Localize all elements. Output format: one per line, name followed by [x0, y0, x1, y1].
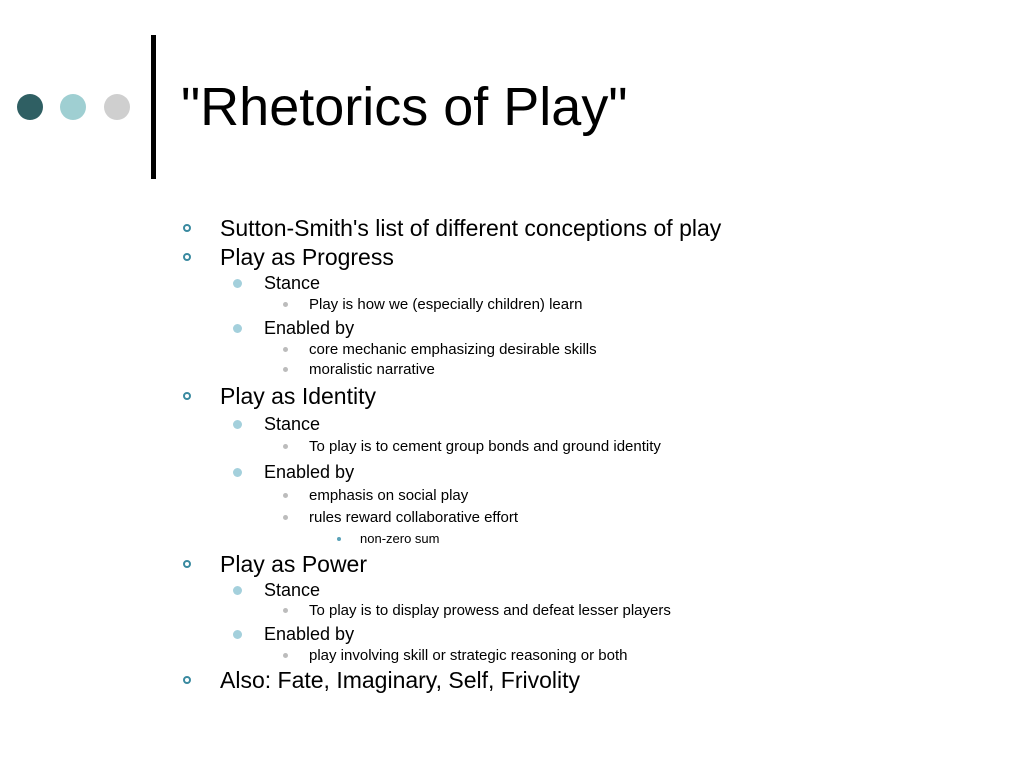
bullet-marker-level-2 [233, 468, 242, 477]
bullet-text-level-4: non-zero sum [360, 531, 440, 546]
bullet-marker-level-1 [183, 560, 191, 568]
bullet-marker-level-2 [233, 324, 242, 333]
bullet-marker-level-3 [283, 444, 288, 449]
bullet-text-level-3: moralistic narrative [309, 361, 435, 378]
bullet-text-level-3: rules reward collaborative effort [309, 509, 518, 526]
bullet-marker-level-2 [233, 586, 242, 595]
bullet-marker-level-1 [183, 392, 191, 400]
bullet-marker-level-3 [283, 493, 288, 498]
bullet-text-level-2: Stance [264, 580, 321, 600]
bullet-text-level-1: Play as Identity [220, 383, 376, 409]
bullet-marker-level-3 [283, 347, 288, 352]
bullet-text-level-2: Stance [264, 414, 321, 434]
bullet-text-level-1: Also: Fate, Imaginary, Self, Frivolity [220, 667, 581, 693]
bullet-marker-level-4 [337, 537, 341, 541]
bullet-marker-level-3 [283, 515, 288, 520]
bullet-text-level-1: Sutton-Smith's list of different conceptions of play [220, 215, 722, 241]
bullet-text-level-3: play involving skill or strategic reasoning or both [309, 647, 628, 664]
bullet-marker-level-1 [183, 676, 191, 684]
bullet-text-level-3: To play is to cement group bonds and ground identity [309, 438, 661, 455]
bullet-text-level-1: Play as Progress [220, 244, 394, 270]
bullet-marker-level-1 [183, 253, 191, 261]
bullet-text-level-2: Enabled by [264, 318, 355, 338]
bullet-marker-level-2 [233, 420, 242, 429]
bullet-text-level-2: Stance [264, 273, 321, 293]
bullet-text-level-3: emphasis on social play [309, 487, 469, 504]
bullet-marker-level-3 [283, 367, 288, 372]
bullet-text-level-2: Enabled by [264, 462, 355, 482]
bullet-marker-level-2 [233, 279, 242, 288]
bullet-marker-level-1 [183, 224, 191, 232]
bullet-marker-level-3 [283, 653, 288, 658]
bullet-text-level-3: To play is to display prowess and defeat lesser players [309, 602, 671, 619]
bullet-text-level-3: core mechanic emphasizing desirable skills [309, 341, 597, 358]
bullet-text-level-3: Play is how we (especially children) learn [309, 296, 583, 313]
bullet-marker-level-2 [233, 630, 242, 639]
bullet-marker-level-3 [283, 608, 288, 613]
bullet-text-level-2: Enabled by [264, 624, 355, 644]
bullet-marker-level-3 [283, 302, 288, 307]
slide-title: "Rhetorics of Play" [181, 77, 628, 137]
bullet-text-level-1: Play as Power [220, 551, 368, 577]
